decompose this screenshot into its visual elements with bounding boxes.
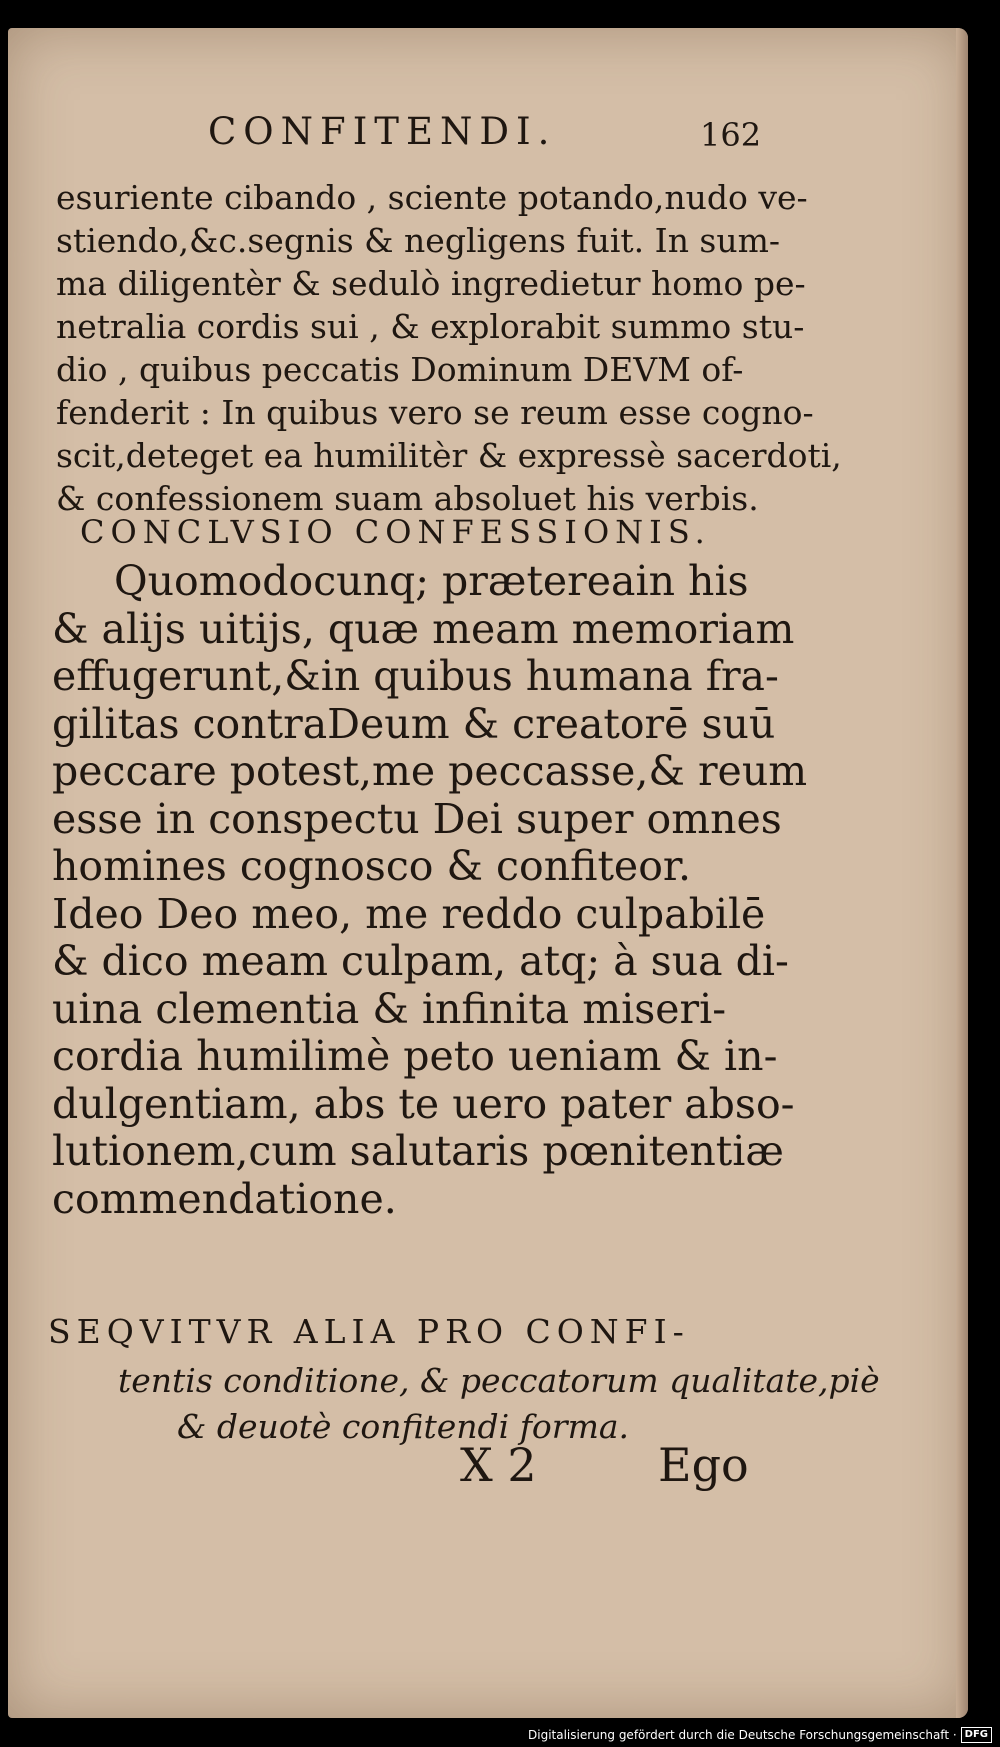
text-line: scit,deteget ea humilitèr & expressè sacerdoti,: [56, 436, 842, 475]
subheading-line: tentis conditione, & peccatorum qualitate,piè: [118, 1361, 880, 1400]
text-line: Quomodocunq; prætereain his: [114, 557, 749, 605]
text-line: Ideo Deo meo, me reddo culpabilē: [52, 889, 766, 938]
text-line: & confessionem suam absoluet his verbis.: [56, 479, 759, 518]
text-line: effugerunt,&in quibus humana fra-: [52, 652, 779, 700]
subheading-line: & deuotè confitendi forma.: [176, 1407, 630, 1446]
text-line: ma diligentèr & sedulò ingredietur homo pe-: [56, 264, 806, 303]
credit-text: Digitalisierung gefördert durch die Deutsche Forschungsgemeinschaft ·: [528, 1728, 957, 1742]
section-subheading: [8, 1358, 880, 1450]
paragraph-one: [56, 176, 842, 520]
text-line: netralia cordis sui , & explorabit summo stu-: [56, 307, 805, 346]
page-edge: [956, 28, 968, 1718]
text-line: cordia humilimè peto ueniam & in-: [52, 1032, 778, 1080]
page-number: 162: [700, 116, 762, 154]
text-line: gilitas contraDeum & creatorē suū: [52, 699, 776, 748]
text-line: esuriente cibando , sciente potando,nudo ve-: [56, 178, 808, 217]
book-page: [8, 28, 968, 1718]
text-line: esse in conspectu Dei super omnes: [52, 794, 782, 843]
text-line: & dico meam culpam, atq; à sua di-: [52, 937, 789, 985]
text-line: uina clementia & infinita miseri-: [52, 984, 727, 1033]
page-header: [8, 110, 968, 170]
text-line: lutionem,cum salutaris pœnitentiæ: [52, 1127, 784, 1175]
text-line: commendatione.: [52, 1174, 397, 1223]
text-line: dulgentiam, abs te uero pater abso-: [52, 1079, 795, 1128]
signature-mark: X 2: [460, 1438, 537, 1492]
running-head: CONFITENDI.: [208, 110, 557, 153]
section-heading-conclusio: CONCLVSIO CONFESSIONIS.: [80, 513, 711, 551]
paragraph-two: [52, 557, 808, 1223]
section-heading-sequitur: SEQVITVR ALIA PRO CONFI-: [48, 1312, 690, 1351]
text-line: peccare potest,me peccasse,& reum: [52, 747, 808, 795]
text-line: fenderit : In quibus vero se reum esse cogno-: [56, 393, 814, 432]
text-line: homines cognosco & confiteor.: [52, 842, 692, 890]
text-line: & alijs uitijs, quæ meam memoriam: [52, 604, 795, 653]
digitization-credit: [528, 1727, 992, 1743]
text-line: stiendo,&c.segnis & negligens fuit. In sum-: [56, 221, 781, 260]
dfg-logo: DFG: [961, 1727, 992, 1743]
text-line: dio , quibus peccatis Dominum DEVM of-: [56, 350, 744, 389]
catchword: Ego: [658, 1438, 749, 1492]
